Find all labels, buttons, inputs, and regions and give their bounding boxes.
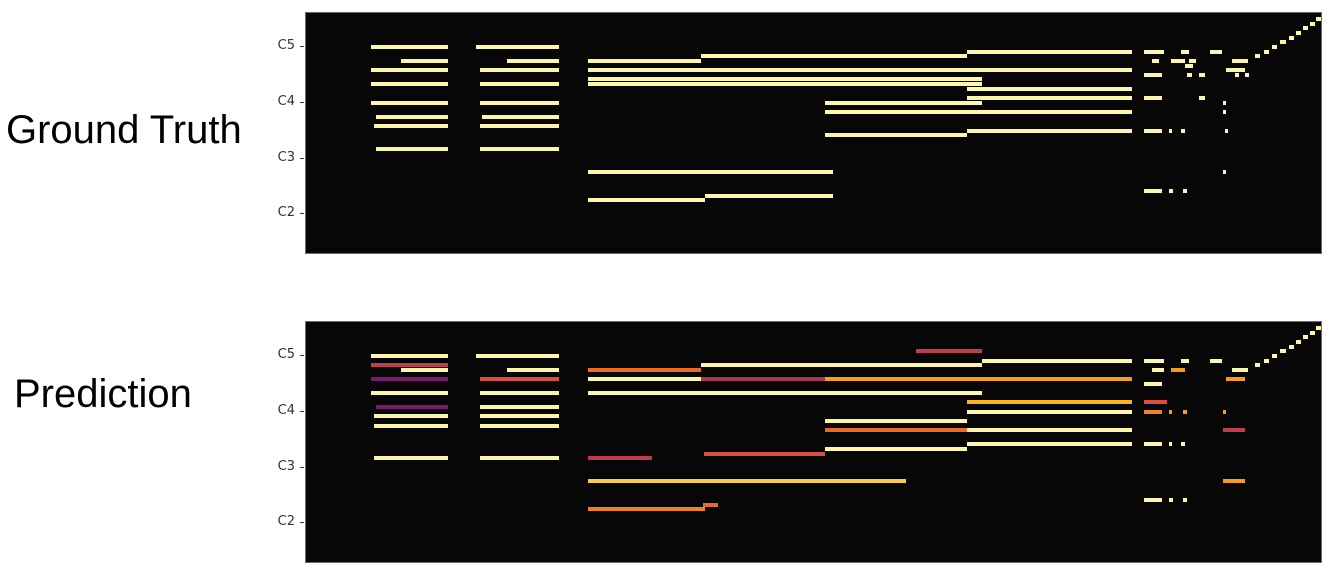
note-bar (401, 59, 448, 63)
note-bar (1169, 129, 1172, 133)
note-bar (371, 363, 448, 367)
note-bar (1152, 59, 1159, 63)
note-bar (588, 479, 906, 483)
note-bar (1289, 345, 1294, 349)
note-bar (1245, 73, 1249, 77)
note-bar (825, 419, 968, 423)
note-bar (825, 377, 1132, 381)
y-tick-mark (300, 102, 304, 103)
ground-truth-piano-roll (305, 12, 1322, 254)
note-bar (825, 101, 982, 105)
note-bar (701, 377, 825, 381)
note-bar (704, 452, 825, 456)
note-bar (507, 368, 560, 372)
note-bar (1223, 101, 1226, 105)
note-bar (374, 456, 448, 460)
note-bar (588, 456, 653, 460)
note-bar (1152, 368, 1164, 372)
note-bar (374, 124, 448, 128)
note-bar (1144, 96, 1162, 100)
note-bar (1185, 64, 1193, 68)
note-bar (1171, 368, 1185, 372)
note-bar (1226, 377, 1245, 381)
note-bar (1144, 359, 1164, 363)
note-bar (476, 354, 559, 358)
note-bar (1226, 68, 1245, 72)
note-bar (1181, 129, 1185, 133)
note-bar (371, 101, 448, 105)
note-bar (1144, 498, 1162, 502)
note-bar (480, 68, 559, 72)
note-bar (982, 359, 1132, 363)
y-tick-mark (300, 411, 304, 412)
note-bar (967, 442, 1131, 446)
note-bar (1310, 331, 1315, 335)
note-bar (480, 147, 559, 151)
note-bar (1296, 31, 1301, 35)
note-bar (1144, 129, 1162, 133)
note-bar (1316, 326, 1321, 330)
note-bar (1199, 96, 1204, 100)
note-bar (480, 405, 559, 409)
y-tick-label: C5 (277, 37, 295, 53)
note-bar (1183, 189, 1187, 193)
y-tick-mark (300, 467, 304, 468)
note-bar (371, 82, 448, 86)
note-bar (1272, 45, 1277, 49)
note-bar (376, 147, 448, 151)
y-tick-label: C3 (277, 149, 295, 165)
note-bar (1223, 428, 1245, 432)
note-bar (967, 129, 1131, 133)
note-bar (825, 447, 968, 451)
note-bar (1280, 349, 1285, 353)
note-bar (701, 54, 967, 58)
note-bar (1296, 340, 1301, 344)
note-bar (1189, 59, 1196, 63)
note-bar (401, 368, 448, 372)
note-bar (476, 45, 559, 49)
note-bar (967, 410, 1131, 414)
note-bar (1199, 73, 1204, 77)
note-bar (1144, 382, 1162, 386)
note-bar (588, 77, 982, 81)
y-tick-mark (300, 213, 304, 214)
note-bar (480, 456, 559, 460)
note-bar (371, 354, 448, 358)
note-bar (1144, 400, 1167, 404)
note-bar (825, 133, 968, 137)
y-tick-label: C4 (277, 402, 295, 418)
note-bar (1235, 73, 1239, 77)
note-bar (1316, 17, 1321, 21)
note-bar (1144, 410, 1162, 414)
note-bar (1144, 189, 1162, 193)
note-bar (374, 424, 448, 428)
note-bar (588, 391, 982, 395)
note-bar (374, 414, 448, 418)
note-bar (967, 50, 1131, 54)
y-tick-mark (300, 355, 304, 356)
note-bar (1232, 368, 1248, 372)
note-bar (1264, 359, 1269, 363)
note-bar (1144, 442, 1162, 446)
note-bar (480, 424, 559, 428)
note-bar (371, 45, 448, 49)
note-bar (1210, 359, 1222, 363)
note-bar (1272, 354, 1277, 358)
note-bar (967, 428, 1131, 432)
y-tick-label: C5 (277, 346, 295, 362)
note-bar (1169, 498, 1173, 502)
note-bar (1223, 479, 1245, 483)
note-bar (1223, 410, 1226, 414)
note-bar (588, 59, 701, 63)
note-bar (825, 428, 968, 432)
note-bar (588, 377, 701, 381)
note-bar (1232, 59, 1248, 63)
note-bar (588, 82, 982, 86)
note-bar (376, 115, 448, 119)
y-tick-label: C2 (277, 205, 295, 221)
note-bar (705, 194, 833, 198)
y-tick-mark (300, 522, 304, 523)
note-bar (1183, 498, 1187, 502)
note-bar (1264, 50, 1269, 54)
y-tick-label: C3 (277, 458, 295, 474)
note-bar (588, 198, 706, 202)
y-tick-label: C4 (277, 93, 295, 109)
note-bar (1181, 442, 1185, 446)
note-bar (1210, 50, 1222, 54)
note-bar (588, 68, 1132, 72)
note-bar (1181, 359, 1189, 363)
note-bar (1169, 442, 1172, 446)
prediction-label: Prediction (14, 372, 192, 416)
y-tick-label: C2 (277, 514, 295, 530)
note-bar (1255, 363, 1260, 367)
note-bar (967, 96, 1131, 100)
note-bar (1223, 110, 1226, 114)
note-bar (588, 368, 701, 372)
note-bar (507, 59, 560, 63)
y-tick-mark (300, 158, 304, 159)
note-bar (1280, 40, 1285, 44)
note-bar (1310, 22, 1315, 26)
note-bar (480, 391, 559, 395)
note-bar (482, 115, 559, 119)
y-tick-mark (300, 46, 304, 47)
note-bar (1255, 54, 1260, 58)
note-bar (480, 377, 559, 381)
note-bar (1169, 410, 1172, 414)
note-bar (701, 363, 982, 367)
note-bar (588, 170, 833, 174)
note-bar (371, 377, 448, 381)
note-bar (1303, 26, 1308, 30)
note-bar (1169, 189, 1173, 193)
note-bar (1171, 59, 1185, 63)
note-bar (967, 87, 1131, 91)
note-bar (588, 507, 706, 511)
note-bar (825, 110, 1132, 114)
ground-truth-label: Ground Truth (6, 108, 242, 152)
note-bar (1289, 36, 1294, 40)
note-bar (1183, 410, 1187, 414)
note-bar (480, 82, 559, 86)
note-bar (480, 101, 559, 105)
note-bar (1225, 129, 1228, 133)
note-bar (376, 405, 448, 409)
note-bar (1187, 73, 1192, 77)
note-bar (1223, 170, 1226, 174)
note-bar (1303, 335, 1308, 339)
note-bar (480, 124, 559, 128)
note-bar (480, 414, 559, 418)
note-bar (916, 349, 982, 353)
note-bar (967, 400, 1131, 404)
prediction-piano-roll (305, 321, 1322, 563)
note-bar (703, 503, 718, 507)
note-bar (1181, 50, 1189, 54)
note-bar (371, 391, 448, 395)
note-bar (371, 68, 448, 72)
note-bar (1144, 50, 1164, 54)
note-bar (1144, 73, 1162, 77)
